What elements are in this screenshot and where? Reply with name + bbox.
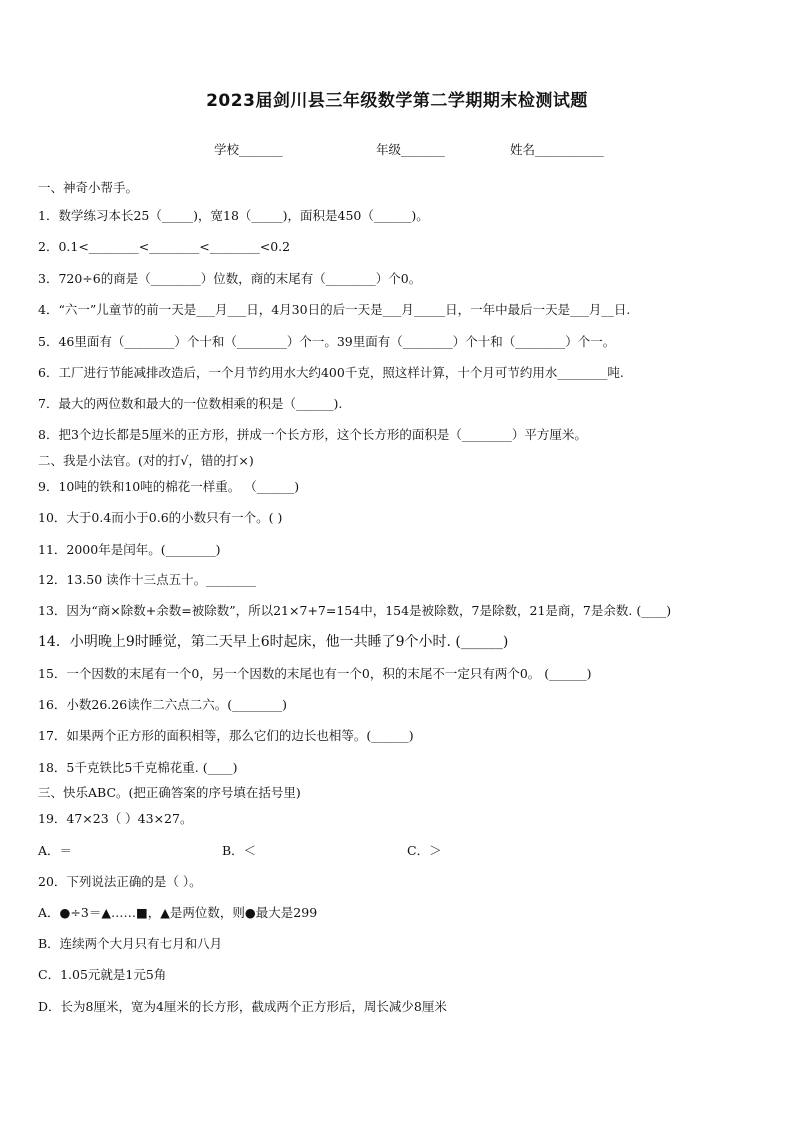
- question-15: 15．一个因数的末尾有一个0，另一个因数的末尾也有一个0，积的末尾不一定只有两个0。 (______): [38, 666, 592, 681]
- section-heading-3: 三、快乐ABC。(把正确答案的序号填在括号里): [38, 785, 301, 800]
- question-3: 3．720÷6的商是（________）位数，商的末尾有（________）个0。: [38, 271, 422, 286]
- question-19: 19．47×23（ ）43×27。: [38, 811, 193, 826]
- question-18: 18．5千克铁比5千克棉花重. (____): [38, 760, 238, 775]
- question-2: 2．0.1<________<________<________<0.2: [38, 239, 291, 254]
- q20-option-b[interactable]: B．连续两个大月只有七月和八月: [38, 936, 223, 951]
- q19-option-b[interactable]: B．＜: [222, 843, 257, 858]
- section-heading-2: 二、我是小法官。(对的打√，错的打×): [38, 453, 254, 468]
- school-field[interactable]: 学校_______: [214, 142, 283, 157]
- page-title: 2023届剑川县三年级数学第二学期期末检测试题: [206, 91, 588, 111]
- name-field[interactable]: 姓名___________: [510, 142, 604, 157]
- question-16: 16．小数26.26读作二六点二六。(________): [38, 697, 287, 712]
- q20-option-a[interactable]: A．●÷3＝▲……■，▲是两位数，则●最大是299: [38, 905, 318, 920]
- q19-option-a[interactable]: A．＝: [38, 843, 73, 858]
- q20-option-d[interactable]: D．长为8厘米，宽为4厘米的长方形，截成两个正方形后，周长减少8厘米: [38, 999, 447, 1014]
- question-4: 4．“六一”儿童节的前一天是___月___日，4月30日的后一天是___月_____日，一年中最后一天是___月__日.: [38, 302, 631, 317]
- q19-option-c[interactable]: C．＞: [407, 843, 442, 858]
- question-10: 10．大于0.4而小于0.6的小数只有一个。( ): [38, 510, 283, 525]
- question-12: 12．13.50 读作十三点五十。________: [38, 572, 257, 587]
- question-6: 6．工厂进行节能减排改造后，一个月节约用水大约400千克，照这样计算，十个月可节约用水________吨.: [38, 365, 624, 380]
- question-8: 8．把3个边长都是5厘米的正方形，拼成一个长方形，这个长方形的面积是（________）平方厘米。: [38, 427, 587, 442]
- question-1: 1．数学练习本长25（_____)，宽18（_____)，面积是450（______)。: [38, 208, 429, 223]
- question-17: 17．如果两个正方形的面积相等，那么它们的边长也相等。(______): [38, 728, 414, 743]
- question-14: 14．小明晚上9时睡觉，第二天早上6时起床，他一共睡了9个小时. (______): [38, 634, 509, 650]
- grade-field[interactable]: 年级_______: [376, 142, 445, 157]
- section-heading-1: 一、神奇小帮手。: [38, 180, 139, 195]
- question-13: 13．因为“商×除数+余数=被除数”，所以21×7+7=154中，154是被除数，7是除数，21是商，7是余数. (____): [38, 603, 672, 618]
- q20-option-c[interactable]: C．1.05元就是1元5角: [38, 967, 167, 982]
- question-11: 11．2000年是闰年。(________): [38, 542, 221, 557]
- question-9: 9．10吨的铁和10吨的棉花一样重。 （______): [38, 479, 300, 494]
- question-7: 7．最大的两位数和最大的一位数相乘的积是（______).: [38, 396, 343, 411]
- question-20: 20．下列说法正确的是（ ）。: [38, 874, 202, 889]
- question-5: 5．46里面有（________）个十和（________）个一。39里面有（________）个十和（________）个一。: [38, 334, 616, 349]
